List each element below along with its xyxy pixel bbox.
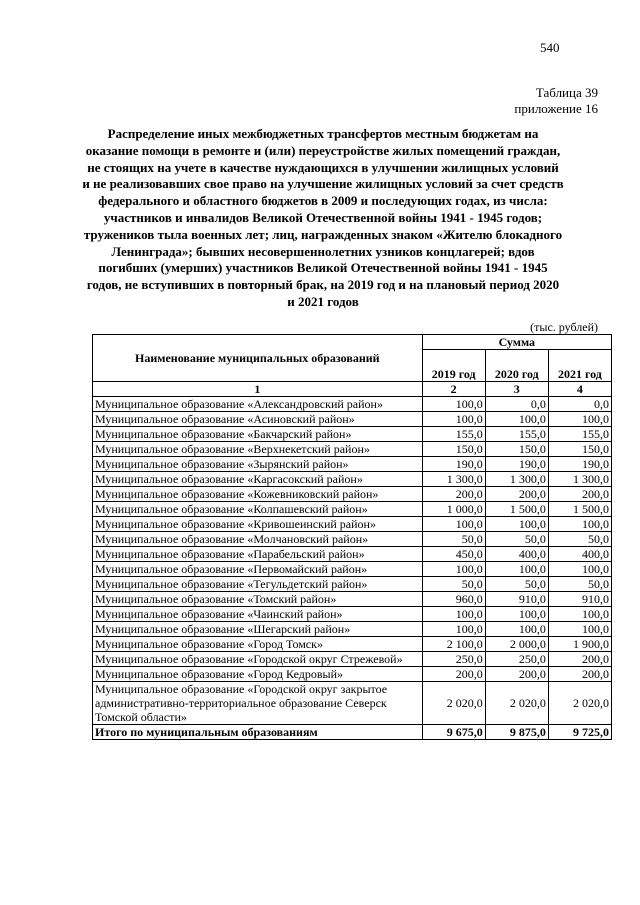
amount-2021: 100,0 xyxy=(548,607,611,622)
table-row xyxy=(93,577,612,592)
municipality-name: Муниципальное образование «Александровский район» xyxy=(93,397,423,412)
municipality-name: Муниципальное образование «Город Томск» xyxy=(93,637,423,652)
page-number: 540 xyxy=(540,40,560,55)
table-row xyxy=(93,442,612,457)
amount-2020: 150,0 xyxy=(485,442,548,457)
amount-2019: 50,0 xyxy=(422,577,485,592)
column-index-row xyxy=(93,382,612,397)
amount-2020: 250,0 xyxy=(485,652,548,667)
amount-2019: 200,0 xyxy=(422,667,485,682)
amount-2021: 910,0 xyxy=(548,592,611,607)
table-row xyxy=(93,487,612,502)
column-header-name: Наименование муниципальных образований xyxy=(93,335,423,382)
table-row xyxy=(93,532,612,547)
municipality-name: Муниципальное образование «Бакчарский район» xyxy=(93,427,423,442)
municipality-name: Муниципальное образование «Шегарский район» xyxy=(93,622,423,637)
table-row xyxy=(93,637,612,652)
amount-2019: 100,0 xyxy=(422,607,485,622)
table-label: Таблица 39 xyxy=(535,85,598,100)
table-row xyxy=(93,427,612,442)
amount-2021: 100,0 xyxy=(548,412,611,427)
amount-2019: 450,0 xyxy=(422,547,485,562)
table-body xyxy=(93,397,612,725)
municipality-name: Муниципальное образование «Городской округ закрытое административно-территориальное образование Северск Томской области» xyxy=(93,682,423,725)
amount-2021: 0,0 xyxy=(548,397,611,412)
amount-2019: 190,0 xyxy=(422,457,485,472)
amount-2020: 100,0 xyxy=(485,607,548,622)
table-row xyxy=(93,562,612,577)
municipality-name: Муниципальное образование «Кожевниковский район» xyxy=(93,487,423,502)
table-row xyxy=(93,652,612,667)
amount-2021: 155,0 xyxy=(548,427,611,442)
table-row xyxy=(93,457,612,472)
amount-2021: 100,0 xyxy=(548,622,611,637)
amount-2019: 150,0 xyxy=(422,442,485,457)
total-2021: 9 725,0 xyxy=(548,725,611,740)
amount-2019: 100,0 xyxy=(422,397,485,412)
table-row xyxy=(93,622,612,637)
column-index: 2 xyxy=(422,382,485,397)
allocation-table xyxy=(92,334,612,740)
amount-2020: 200,0 xyxy=(485,487,548,502)
amount-2020: 100,0 xyxy=(485,622,548,637)
municipality-name: Муниципальное образование «Городской округ Стрежевой» xyxy=(93,652,423,667)
total-2019: 9 675,0 xyxy=(422,725,485,740)
amount-2021: 200,0 xyxy=(548,487,611,502)
amount-2020: 400,0 xyxy=(485,547,548,562)
table-row xyxy=(93,592,612,607)
column-header-2020: 2020 год xyxy=(485,350,548,382)
amount-2021: 190,0 xyxy=(548,457,611,472)
column-index: 4 xyxy=(548,382,611,397)
table-row xyxy=(93,667,612,682)
table-row xyxy=(93,682,612,725)
amount-2019: 50,0 xyxy=(422,532,485,547)
amount-2020: 100,0 xyxy=(485,412,548,427)
table-row xyxy=(93,397,612,412)
column-header-2021: 2021 год xyxy=(548,350,611,382)
document-title: Распределение иных межбюджетных трансфертов местным бюджетам на оказание помощи в ремонте и (или) переустройстве жилых помещений граждан, не стоящих на учете в качестве нуждающихся в улучшении жилищных условий и не реализовавших свое право на улучшение жилищных условий за счет средств федерального и областного бюджетов в 2009 и последующих годах, из числа: участников и инвалидов Великой Отечественной войны 1941 - 1945 годов; тружеников тыла военных лет; лиц, награжденных знаком «Жителю блокадного Ленинграда»; бывших несовершеннолетних узников концлагерей; вдов погибших (умерших) участников Великой Отечественной войны 1941 - 1945 годов, не вступивших в повторный брак, на 2019 год и на плановый период 2020 и 2021 годов xyxy=(82,126,564,309)
table-row xyxy=(93,472,612,487)
amount-2021: 200,0 xyxy=(548,667,611,682)
municipality-name: Муниципальное образование «Томский район» xyxy=(93,592,423,607)
municipality-name: Муниципальное образование «Зырянский район» xyxy=(93,457,423,472)
amount-2020: 1 500,0 xyxy=(485,502,548,517)
amount-2021: 150,0 xyxy=(548,442,611,457)
column-header-2019: 2019 год xyxy=(422,350,485,382)
amount-2020: 910,0 xyxy=(485,592,548,607)
amount-2019: 1 000,0 xyxy=(422,502,485,517)
municipality-name: Муниципальное образование «Молчановский район» xyxy=(93,532,423,547)
amount-2020: 2 020,0 xyxy=(485,682,548,725)
column-header-sum: Сумма xyxy=(422,335,611,350)
municipality-name: Муниципальное образование «Кривошеинский район» xyxy=(93,517,423,532)
total-row xyxy=(93,725,612,740)
amount-2021: 50,0 xyxy=(548,532,611,547)
amount-2021: 1 900,0 xyxy=(548,637,611,652)
municipality-name: Муниципальное образование «Парабельский район» xyxy=(93,547,423,562)
amount-2021: 400,0 xyxy=(548,547,611,562)
amount-2021: 200,0 xyxy=(548,652,611,667)
table-row xyxy=(93,517,612,532)
amount-2021: 1 300,0 xyxy=(548,472,611,487)
amount-2020: 100,0 xyxy=(485,562,548,577)
amount-2021: 1 500,0 xyxy=(548,502,611,517)
total-2020: 9 875,0 xyxy=(485,725,548,740)
amount-2020: 0,0 xyxy=(485,397,548,412)
amount-2020: 200,0 xyxy=(485,667,548,682)
table-row xyxy=(93,607,612,622)
column-index: 1 xyxy=(93,382,423,397)
amount-2019: 2 100,0 xyxy=(422,637,485,652)
amount-2021: 2 020,0 xyxy=(548,682,611,725)
amount-2020: 50,0 xyxy=(485,577,548,592)
amount-2020: 50,0 xyxy=(485,532,548,547)
amount-2019: 100,0 xyxy=(422,412,485,427)
table-row xyxy=(93,502,612,517)
amount-2019: 2 020,0 xyxy=(422,682,485,725)
column-index: 3 xyxy=(485,382,548,397)
amount-2019: 250,0 xyxy=(422,652,485,667)
table-row xyxy=(93,412,612,427)
municipality-name: Муниципальное образование «Верхнекетский район» xyxy=(93,442,423,457)
municipality-name: Муниципальное образование «Колпашевский район» xyxy=(93,502,423,517)
amount-2019: 960,0 xyxy=(422,592,485,607)
amount-2021: 100,0 xyxy=(548,517,611,532)
appendix-label: приложение 16 xyxy=(514,101,598,116)
amount-2019: 100,0 xyxy=(422,562,485,577)
amount-2020: 155,0 xyxy=(485,427,548,442)
table-reference xyxy=(514,85,598,117)
amount-2019: 155,0 xyxy=(422,427,485,442)
municipality-name: Муниципальное образование «Тегульдетский район» xyxy=(93,577,423,592)
amount-2019: 1 300,0 xyxy=(422,472,485,487)
amount-2019: 100,0 xyxy=(422,622,485,637)
amount-2021: 50,0 xyxy=(548,577,611,592)
amount-2019: 100,0 xyxy=(422,517,485,532)
municipality-name: Муниципальное образование «Асиновский район» xyxy=(93,412,423,427)
municipality-name: Муниципальное образование «Город Кедровый» xyxy=(93,667,423,682)
amount-2019: 200,0 xyxy=(422,487,485,502)
amount-2020: 190,0 xyxy=(485,457,548,472)
amount-2020: 100,0 xyxy=(485,517,548,532)
amount-2020: 2 000,0 xyxy=(485,637,548,652)
total-label: Итого по муниципальным образованиям xyxy=(93,725,423,740)
amount-2020: 1 300,0 xyxy=(485,472,548,487)
table-row xyxy=(93,547,612,562)
municipality-name: Муниципальное образование «Первомайский район» xyxy=(93,562,423,577)
amount-2021: 100,0 xyxy=(548,562,611,577)
unit-label: (тыс. рублей) xyxy=(530,320,598,334)
municipality-name: Муниципальное образование «Чаинский район» xyxy=(93,607,423,622)
municipality-name: Муниципальное образование «Каргасокский район» xyxy=(93,472,423,487)
